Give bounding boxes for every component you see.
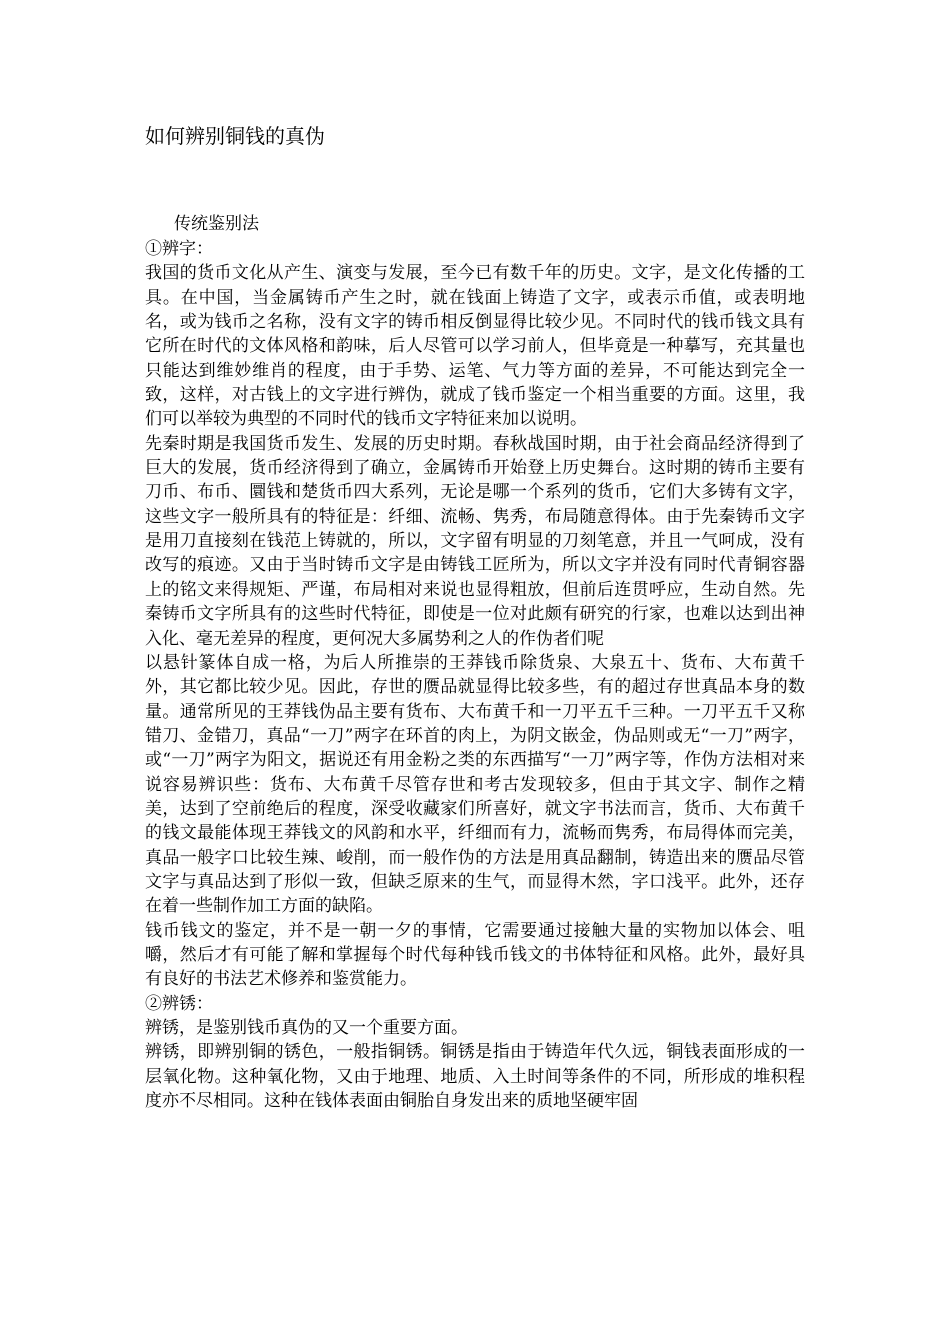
subheading-bianxiu: ②辨锈： <box>145 993 213 1014</box>
subheading-bianzi: ①辨字： <box>145 239 213 259</box>
paragraph: 先秦时期是我国货币发生、发展的历史时期。春秋战国时期，由于社会商品经济得到了巨大的发展，货币经济得到了确立，金属铸币开始登上历史舞台。这时期的铸币主要有刀币、布币、圜钱和楚货币四大系列，无论是哪一个系列的货币，它们大多铸有文字，这些文字一般所具有的特征是：纤细、流畅、隽秀，布局随意得体。由于先秦铸币文字是用刀直接刻在钱范上铸就的，所以，文字留有明显的刀刻笔意，并且一气呵成，没有改写的痕迹。又由于当时铸币文字是由铸钱工匠所为，所以文字并没有同时代青铜容器上的铭文来得规矩、严谨，布局相对来说也显得粗放，但前后连贯呼应，生动自然。先秦铸币文字所具有的这些时代特征，即使是一位对此颇有研究的行家，也难以达到出神入化、毫无差异的程度，更何况大多属势利之人的作伪者们呢 <box>145 433 805 649</box>
paragraph: 辨锈，即辨别铜的锈色，一般指铜锈。铜锈是指由于铸造年代久远，铜钱表面形成的一层氧化物。这种氧化物，又由于地理、地质、入土时间等条件的不同，所形成的堆积程度亦不尽相同。这种在钱体表面由铜胎自身发出来的质地坚硬牢固 <box>145 1042 805 1112</box>
paragraph: 我国的货币文化从产生、演变与发展，至今已有数千年的历史。文字，是文化传播的工具。在中国，当金属铸币产生之时，就在钱面上铸造了文字，或表示币值，或表明地名，或为钱币之名称，没有文字的铸币相反倒显得比较少见。不同时代的钱币钱文具有它所在时代的文体风格和韵味，后人尽管可以学习前人，但毕竟是一种摹写，充其量也只能达到维妙维肖的程度，由于手势、运笔、气力等方面的差异，不可能达到完全一致，这样，对古钱上的文字进行辨伪，就成了钱币鉴定一个相当重要的方面。这里，我们可以举较为典型的不同时代的钱币文字特征来加以说明。 <box>145 263 805 430</box>
paragraph: 辨锈，是鉴别钱币真伪的又一个重要方面。 <box>145 1018 468 1038</box>
document-title: 如何辨别铜钱的真伪 <box>145 124 325 148</box>
paragraph: 以悬针篆体自成一格，为后人所推崇的王莽钱币除货泉、大泉五十、货布、大布黄千外，其它都比较少见。因此，存世的赝品就显得比较多些，有的超过存世真品本身的数量。通常所见的王莽钱伪品主要有货布、大布黄千和一刀平五千三种。一刀平五千又称错刀、金错刀，真品“一刀”两字在环首的肉上，为阴文嵌金，伪品则或无“一刀”两字，或“一刀”两字为阳文，据说还有用金粉之类的东西描写“一刀”两字等，作伪方法相对来说容易辨识些：货布、大布黄千尽管存世和考古发现较多，但由于其文字、制作之精美，达到了空前绝后的程度，深受收藏家们所喜好，就文字书法而言，货币、大布黄千的钱文最能体现王莽钱文的风韵和水平，纤细而有力，流畅而隽秀，布局得体而完美，真品一般字口比较生辣、峻削，而一般作伪的方法是用真品翻制，铸造出来的赝品尽管文字与真品达到了形似一致，但缺乏原来的生气，而显得木然，字口浅平。此外，还存在着一些制作加工方面的缺陷。 <box>145 652 805 917</box>
paragraph: 钱币钱文的鉴定，并不是一朝一夕的事情，它需要通过接触大量的实物加以体会、咀嚼，然后才有可能了解和掌握每个时代每种钱币钱文的书体特征和风格。此外，最好具有良好的书法艺术修养和鉴赏能力。 <box>145 920 805 990</box>
section-heading: 传统鉴别法 <box>174 214 259 234</box>
body-text <box>145 237 805 1113</box>
